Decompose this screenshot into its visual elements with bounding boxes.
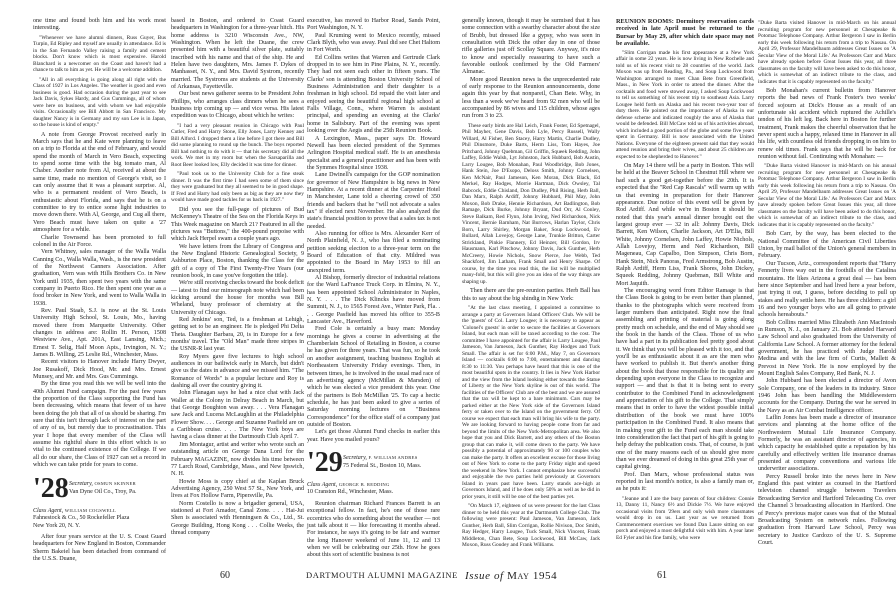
issue-year: 1954 [532,570,558,582]
name-list: These early birds are Hal Leich, Frank Foster, Ed Spetnagel, Phil Mayher, Gene Davis, Bob Lyle, Percy Russell, Wally Willard, Al Fisher, Ben Stacey, Harry Martin, Charlie Dudley, Phil Dinsmore, Duke Barts, Herm Liss, Tom Hayes, Joe Pritchard, Johnny Quebman, Gil Griffin, Squeek Redding, John Laffey, Eddie Walsh, Lyt Johnston, Jack Hubbard, Bob Austin, Larry Lougee, Bob Monahan, Paul Woodbridge, Bob Jones, Hank Stein, Joe D'Esopo, Deloss Smith, Johnny Cornelsen, Ken McNair, Paul Jameson, Ken Moran, Dick Black, Ed Merkel, Ray Hodges, Morrie Hartman, Dick Owsley, Tal Babcock, Eddie Chisland, Don Dudley, Phil Rising, Herb Ball, Dan Marx, Ralph Ardiff, Johnny Hubbard, Phil May, John Moxon, Bob Drake, Hennie Richardson, Art Badlington, Bob Ramage, Dick Burke, Johnny Bryant, Dud Orr, Al Conley, Steve Balkam, Red Flynn, John Irving, Ned Richardson, Nick Vincent, Bernie Barnham, Nat Burrows, Harlan Taylor, Chris Born, Larry Shirley, Morgan Baker, Soup Lockwood, Ev Bullard, Allah Lovejoy, George Lane, Trunkie Britton, Carter Strickland, Pinkie Flannery, Ed Heinzer, Bill Gordon, Irv Hausmann, Karl Pitschow, Johnny Davis, Jack Gunther, Herb McCreery, Howie Nichols, Snow Pierce, Joe Webb, Ted Shackford, Jim Latham, Frank Small and Henry Sharpe. Of course, by the time you read this, the list will be multiplied many-fold, but this will give you an idea of the way things are shaping up. [462,122,600,285]
quoted-paragraph: "Paul took us to the University Club for a fine steak dinner. It was the first time I had seen some of them since they were graduated but they all seemed to be in good shape. If Fred and Harry had only been as big as they are now they would have made good tackles for us back in 1927." [171,171,304,204]
paragraph: A note from George Provost received early in March says that he and Kate were planning to leave on a trip to Florida at the end of February, and would spend the month of March in Vero Beach, expecting to spend some time with the big tomato man, Al Chaber. Another note from Al, received at about the same time, made no mention of George's visit, so I can only assume that it was a pleasant surprise. Al, who is a permanent resident of Vero Beach, is enthusiastic about Florida, and says that he is on a committee to try to entice some light industries to move down there. With Al, George, and Cug all there, Vero Beach must have taken on quite a '27 atmosphere for a while. [33,131,166,234]
paragraph: Lane Dwinell's campaign for the GOP nomination for governor of New Hampshire is big news in New Hampshire. At a recent dinner at the Carpenter Hotel in Manchester, Lane told a cheering crowd of 350 friends and backers that he "will not advocate a sales tax" if elected next November. He also analyzed the state's financial position to prove that a sales tax is not needed. [307,172,440,230]
agent-address-1: Fahnestock & Co., 50 Rockefeller Plaza [33,515,130,521]
paragraph: A Lexington, Mass., paper says Dr. Howard Newell has been elected president of the Symmes Arlington Hospital medical staff. He is an anesthesia specialist and a general practitioner and has been with the Symmes Hospital since 1938. [307,135,440,171]
column-3 [307,18,440,578]
paragraph: Percy Russell broke into the news here in New England this past winter as counsel in the Hartford television channel struggle between Travelers Broadcasting Service and Hartford Telecasting Co. over the Channel 3 broadcasting allocation in Hartford. One of Percy's previous major cases was that of the Mutual Broadcasting System on network rules. Following graduation from Harvard Law School, Percy was secretary to Justice Cardozo of the U. S. Supreme Court. [758,473,896,546]
paragraph: On May 14 there will be a party in Boston. This will be held at the Beaver School in Chestnut Hill where we had such a good get-together before the 20th. It is expected that the "Red Cap Rascals" will warm up with us that evening in preparation for their Hanover appearance. Due notice of this event will be given by Rod Ardiff. And while we're in Boston it should be noted that this year's annual dinner brought out the largest group ever — 32 in all: Johnny Davis, Dick Barrett, Ken Wilson, Charlie Jackson, Art D'Elia, Bill White, Johnny Cornelsen, John Laffey, Howie Nichols, Allah Lovejoy, Herm and Ned Richardson, Bill Mageneau, Cap Capalbo, Don Simpson, Chris Born, Hank Stein, Nick Panoras, Fred Armstrong, Bob Austin, Ralph Ardiff, Herm Liss, Frank Shores, John Dickey, Squeek Redding, Johnny Quebman, Bill White and Mort Jaquith. [616,163,754,287]
paragraph: Charlie Townsend has been promoted to full colonel in the Air Force. [33,234,166,248]
paragraph: We're still receiving checks toward the book deficit — latest to find our mimeograph note which had been kicking around the house for months was Bill Wheland, busy professor of chemistry at the University of Chicago. [171,280,304,316]
secretary-address: Van Dyne Oil Co., Troy, Pa. [69,488,137,495]
class-1928-agent [33,507,166,531]
agent-address: 10 Cranston Rd., Winchester, Mass. [307,489,394,496]
paragraph: Bob Carr, by the way, has been elected to the National Committee of the American Civil Liberties Union, by mail ballot of the Union's general members in February. [758,231,896,260]
paragraph: Al Bishop, formerly director of industrial relations for the Ward LaFrance Truck Corp. in Elmira, N. Y., has been appointed School Administrator in Naples, N. Y. . . . The Dick Klincks have moved from Summit, N. J., to 1565 Forest Ave., Winter Park, Fla. . . . George Pasfield has moved his office to 355-B Lancaster Ave., Haverford. [307,275,440,326]
paragraph: Our best news gatherer seems to be President John Phillips, who arranges class dinners when he sees a business trip coming up — and vice versa. His latest expedition was to Chicago, about which he writes: [171,91,304,120]
quoted-paragraph: "I had a very pleasant reunion in Chicago with Paul Cutler, Fred and Harry Stone, Elly Jones, Larry Kenney and Bill Alford. I dropped them a line before I got there and Bill did some planning to round up the bunch. The boys reported Bill had nothing to do with it — that his secretary did all the work. We met in my room but when the Sarsaparilla and Root Beer looked low, Elly decided it was time for dinner. [171,122,304,168]
issue-prefix: Issue of [465,570,504,582]
agent-label: Class Agent, [33,507,64,514]
paragraph: Vern Whitney, sales manager of the Walla Walla Canning Co., Walla Walla, Wash., is the new president of the Northwest Canners Association. After graduation, Vern was with Hills Brothers Co. in New York until 1935, then spent two years with the same company in Puerto Rico. He then spent one year as a food broker in New York, and went to Walla Walla in 1938. [33,249,166,307]
paragraph: Reunion chairman Richard Frances Barrett is an exceptional fellow. In fact, he's one of those rare eccentrics who do something about the weather — not just talk about it — like forecasting it months ahead. For instance, he says it's going to be fair and warmer the long Hanover weekend of June 11, 12 and 13 when we will be celebrating our 25th. How he goes about this sort of scientific business is not [307,500,440,559]
quoted-paragraph: "All in all everything is going along all right with the Class of 1927 in Los Angeles. The weather is good and even business is good. Had occasion during the past year to see Jack Davis, Sykes Hardy, and Gus Cummings, all of whom were here on business, and with whom we had enjoyable visits. Occasionally see Bill Abbott in San Francisco. My daughter Nancy is in Germany and my son Lee is in Japan, so the house is kind of empty." [33,76,166,129]
paragraph: Recent visitors to Hanover include Harry Dwyer, Joe Rusakoff, Dick Hood, Mr. and Mrs. Ernest Munsey, and Mr. and Mrs. Gus Cummings. [33,359,166,381]
quoted-paragraph: "On March 17, eighteen of us were present for the last Class dinner to be held this year at the Dartmouth College Club. The following were present: Paul Jameson, Van Jameson, Jack Gunther, Herb Ball, Slim Corrigan, Rollie Nivison, Doc Smith, Ray Hedger, Harry Lougee, Tuck Small, Nick Vincent, Frank Middleton, Chan Bete, Soup Lockwood, Bill McCaw, Jack Moxon, Russ Goudey and Frank Williams. [462,503,600,548]
paragraph: Laflin Jones has been made a director of insurance services and planning at the home office of the Northwestern Mutual Life Insurance Company. Formerly, he was an assistant director of agencies, in which capacity he established quite a reputation by his carefully and effectively written life insurance dramas presented at company conventions and various life underwriter associations. [758,415,896,473]
paragraph: Prof. Dan Marx, whose professional status was reported in last month's notice, is also a family man or, as he puts it: [616,471,754,493]
paragraph: By the time you read this we will be well into the 40th Alumni Fund campaign. For the past few years the proportion of the Class supporting the Fund has been decreasing, which means that fewer of us have been doing the job that all of us should be sharing. I'm sure that this isn't through lack of interest on the part of any of us, but merely due to procrastination. This year I hope that every member of the Class will assume his rightful share in this effort which is so vital to the continued existence of the College. If we all do our share, the Class of 1927 can set a record in which we can take pride for years to come. [33,381,166,469]
class-1928-header [33,472,166,504]
paragraph: We have letters from the Library of Congress and the New England Historic Genealogical Society, 9 Ashburton Place, Boston, thanking the Class for the gift of a copy of The First Twenty-Five Years (our reunion book, in case you've forgotten the title). [171,243,304,279]
paragraph: The encouraging word from Editor Ramage is that the Class Book is going to be even better than planned, thanks to the photographs which were received from larger numbers than anticipated. Right now the final assembling and printing of material is going along pretty much on schedule, and the end of May should see the book in the hands of the Class. Those of us who have had a part in its publication feel pretty good about it. We think that you will be pleased with it too, and that you'll be as enthusiastic about it as are the men who have worked to publish it. But there's another thing about the book that those responsible for its quality are depending upon everyone in the Class to recognize and support — and that is that it is being sent to every contributor to the Combined Fund in acknowledgment and appreciation of his gift to the College. That simply means that in order to have the widest possible initial distribution of the book we must have 100% participation in the Combined Fund. It also means that in making your gift to the Fund each man should take into consideration the fact that part of his gift is going to help defray the publication costs. That, of course, is just one of the many reasons each of us should give more than we ever dreamed of doing in this great 25th year of capital giving. [616,287,754,471]
issue-month: May [507,570,530,582]
page-number-left: 60 [220,570,230,581]
quoted-paragraph: "At the last class meeting, I appointed a committee to arrange a party at Governors Island Officers' Club. We will be the 'guests' of Col. Larry Lougee; it is necessary to appear as 'Colonel's guests' in order to secure the facilities at Governors Island, but each man will be taxed according to the cost. The committee I have appointed for the affair is Larry Lougee, Paul Jameson, Van Jameson, Jack Gunther, Ray Hodges and Tuck Small. The affair is set for 6:00 P.M., May 7, on Governors Island — cocktails 6:00 to 7:00, entertainment and dancing 8:30 to 11:30. You perhaps have heard that this is one of the most beautiful spots in the country. It lies in New York Harbor and the view from the Island looking either towards the Statue of Liberty or the New York skyline is out of this world. The facilities of the Officers' Club are of the best and we are assured that the tax will be kept to a bare minimum. Cars may be parked either at the New York side of the Governors Island ferry or taken over to the Island on the government ferry. Of course we expect that each man will bring his wife to the party. We are looking forward to having people come from far and beyond the limits of the New York-Metropolitan area. We also hope that you and Dick Barrett, and any others of the Boston group that can make it, will come down to the party. We have possibly a potential of approximately 90 or 100 couples who can make the party. It offers an excellent excuse for those living out of New York to come to the party Friday night and spend the weekend in New York. I cannot emphasize how successful and enjoyable the two parties held previously at Governors Island in years past have been. Larry stands ace-high at Governors Island, and if he does only 50% as well as he did in prior years, it still will be one of the best parties yet. [462,305,600,500]
paragraph: Rev. Paul Staab, S.J. is now at the St. Louis University High School, St. Louis, Mo., having moved there from Marquette University. Other changes in address are: Rollin H. Person, 1508 Westview Ave., Apt. 201A, East Lansing, Mich.; Ernest T. Selig, Half Moon Apts., Irvington, N. Y.; James B. Willing, 25 Leslie Rd., Winchester, Mass. [33,307,166,358]
magazine-title-footer: DARTMOUTH ALUMNI MAGAZINE [306,570,458,580]
column-2 [171,18,304,578]
quoted-paragraph: "Duke Barta visited Hanover in mid-March on his annual recruiting program for new personnel at Chesapeake & Potomac Telephone Company. Arthur Bergeron I saw in Berlin early this week following his return from a trip to Nassau. On April 29, Professor Mandelbaum addresses Great Issues on 'A Secular View of the Moral Life.' As Professors Carr and Marx have already spoken before Great Issues this year, all three classmates on the faculty will have been asked to do this honor, which is somewhat of an indirect tribute to the class, and indicates that it is capably represented on the faculty." [758,163,896,228]
paragraph: Jim Montagur, artist and writer who wrote such an outstanding article on George Dana Lord for the February MAGAZINE, now divides his time between 77 Larch Road, Cambridge, Mass., and New Ipswich, N. H. [171,441,304,478]
paragraph: based in Boston, and ordered to Coast Guard headquarters in Washington for a three-year hitch. His home address is 3210 Wisconsin Ave., NW, Washington. When he left the Duane, the crew presented him with a beautiful silver plate, suitably inscribed with his name and that of the ship. He and Helen have two daughters, Mrs. James F. Dykes of Manhasset, N. Y., and Mrs. David Systrom, recently married. The Systroms are students at the University of Arkansas, Fayetteville. [171,18,304,91]
paragraph: Fred Cole is certainly a busy man: Monday mornings he gives a course in advertising at the Chamberlain School of Retailing in Boston, a course he has given for three years. That was fun, so he took on another assignment, teaching business English at Northeastern University Friday evenings. Then, in between times, he is involved in the usual mad race of an advertising agency (McMillan & Marsden) of which he was elected a vice president this year. One of the partners is Bob McMillan '25. To cap a hectic schedule, he has just been asked to give a series of Saturday morning lectures on "Business Correspondence" for the office staff of a company just outside of Boston. [307,326,440,428]
class-1929-agent [307,481,440,497]
agent-name: WILLIAM COGSWELL [64,507,117,513]
paragraph: generally known, though it may be surmised that it has some connection with a swarthy character about the size of Brubb, but dressed like a gypsy, who was seen in consultation with Dick the other day in one of those rifle galleries just off Scollay Square. Anyway, it's nice to know and especially reassuring to have such a favorable outlook confirmed by the Old Farmers' Almanac. [462,18,600,76]
agent-address-2: New York 20, N. Y. [33,522,81,529]
agent-label: Class Agent, [307,481,338,488]
secretary-name: OSMUN SKINNER [94,480,136,486]
paragraph: executive, has moved to Harbor Road, Sands Point, Port Washington, N. Y. [307,18,440,32]
secretary-label: Secretary, [343,454,367,461]
paragraph: Paul Kruming went to Mexico recently, missed Clark Blyth, who was away. Paul did see Chet Haltom in Fort Worth. [307,32,440,54]
paragraph: Bob Collins married Miss Elizabeth Ann MacIntosh in Rumson, N. J., on January 21. Bob attended Harvard Law School and also graduated from the University of California Law School. A former attorney for the federal government, he has practiced with Judge Harold Medina and with the law firm of Curtis, Mallett & Prevost in New York. He is now employed by the Mount English Sales Company, Red Bank, N. J. [758,319,896,377]
column-1 [33,18,166,563]
column-6 [758,18,896,578]
paragraph: Howie Moss is copy chief at the Kaplan Bruck Advertising Agency, 250 West 57 St., New York, and lives at Fox Hollow Farm, Pipersville, Pa. [171,478,304,500]
paragraph: More good Reunion news is the unprecedented rate of early response to the Reunion announcements, done again this year by that nonpareil, Chan Bete. Why, in less than a week we've heard from 92 men who will be accompanied by 86 wives and 115 children, whose ages run from 3 to 23. [462,76,600,120]
issue-date-footer [465,570,557,582]
class-year-1928: '28 [33,472,69,504]
class-1928-secretary [69,480,136,496]
paragraph: Then there are the pre-reunion parties. Herb Ball has this to say about the big shindig in New York: [462,288,600,302]
class-1929-header [307,446,440,478]
quoted-paragraph: "Whenever we have alumni dinners, Russ Guyer, Bus Turpin, Ed Ripley and myself are usually in attendance. Ed is in the San Fernando Valley raising a family and cement blocks. Don't know which is most expensive. Harold Blanchard is a newcomer on the Coast and haven't had a chance to talk to him as yet. He will be a welcome addition. [33,34,166,74]
class-year-1929: '29 [307,446,343,478]
quoted-paragraph: "Duke Barta visited Hanover in mid-March on his annual recruiting program for new personnel at Chesapeake & Potomac Telephone Company. Arthur Bergeron I saw in Berlin early this week following his return from a trip to Nassau. On April 29, Professor Mandelbaum addresses Great Issues on 'A Secular View of the Moral Life.' As Professors Carr and Marx have already spoken before Great Issues this year, all three classmates on the faculty will have been asked to do this honor, which is somewhat of an indirect tribute to the class, and indicates that it is capably represented on the faculty." [758,20,896,85]
page-number-right: 61 [657,570,667,581]
paragraph: After four years service at the U. S. Coast Guard headquarters for New England in Boston, Commander Sherm Bakeiel has been detached from command of the U.S.S. Duane, [33,534,166,563]
class-1929-secretary [343,454,421,470]
paragraph: Our Tucson, Ariz., correspondent reports that "Harry Fennerty lives way out in the foothills of the Catalina mountains. He likes Arizona a great deal — has been here since September and had lived here a year before, just trying it out, I guess, before deciding to pull up stakes and really settle here. He has three children: a girl 16 and two younger boys who are all going to private schools hereabouts." [758,260,896,319]
paragraph: Let's get those Alumni Fund checks in earlier this year. Have you mailed yours? [307,429,440,443]
paragraph: Bob Monahan's current bulletin from Hanover reports the bad news of Frank Foster's two weeks' forced sojourn at Dick's House as a result of an unfortunate ski accident which ruptured the Achille's tendon of his left leg. Back here in Boston for further treatment, Frank makes the cheerful observation that he never spent such a happy, relaxed time in Hanover in all his life, with countless old friends dropping in on him to renew old times. Frank says that he will be back for reunion without fail. Continuing with Monahan: — [758,88,896,161]
column-5 [616,18,754,578]
paragraph: Red Jenkins' son, Ted, is a freshman at Lehigh, getting set to be an engineer. He is pledged Phi Delta Theta. Daughter Barbara, 20, is in Europe for a few months' travel. The "Old Man" made three stripes in the USNR-R last year. [171,316,304,353]
paragraph: Norm Costello is now a brigadier general, USA, stationed at Fort Amador, Canal Zone. . . . Hai-Jui Shen is associated with Henningsen & Co., Ltd., St. George Building, Hong Kong . . . Collie Weeks, the thread company [171,500,304,536]
paragraph: Ed Collins writes that Warren and Gertrude Clark dropped in to see him in Pine Plains, N. Y., recently. They had not seen each other in fifteen years. The Clarks' son is attending Boston University School of Business Administration and their daughter is a freshman in high school. Ed repaid the visit later and enjoyed seeing the beautiful regional high school at Falls Village, Conn., where Warren is assistant principal, and spending an evening at the Clarks' home in Salisbury. Part of the evening was spent looking over the Aegis and the 25th Reunion Book. [307,54,440,135]
paragraph: Also running for office is Mrs. Alexander Kerr of North Plainfield, N. J., who has filed a nominating petition seeking election to a three-year term on the Board of Education of that city. Mildred was appointed to the Board in May 1953 to fill an unexpired term. [307,230,440,274]
paragraph: Roy Myers gave five lectures to high school audiences in our bailiwick early in March, but didn't give us the dates in advance and we missed him. "The Romance of Words" is a popular lecture and Roy is dashing all over the country giving it. [171,353,304,390]
secretary-address: 75 Federal St., Boston 10, Mass. [343,462,422,469]
paragraph: Did you see the full-page of pictures of Bud McKenney's Theatre of the Sea on the Florida Keys in This Week magazine on March 21? Featured in all the pictures was "Buttons," the 400-pound porpoise with which Jack Herpel swam a couple years ago. [171,206,304,243]
column-4 [462,18,600,578]
paragraph: one time and found both him and his work most interesting. [33,18,166,32]
secretary-label: Secretary, [69,480,93,487]
quoted-paragraph: "Slim Corrigan made his first appearance at a New York affair in some 22 years. He is now living in New Rochelle and told us of his recent visit to 28 countries of the world. Jack Moxon was up from Reading, Pa., and Soup Lockwood from Washington arranged to meet Chan Bete from Greenfield, Mass., in New York in order to attend the dinner. After the cocktails and food were stowed away, I asked Soup Lockwood to tell us something of his recent trip to southeast Asia. Larry Lougee held forth on Alaska and his recent two-year tour of duty there. He pointed out the importance of Alaska in our defense scheme and indicated roughly the area of Alaska that would be defended. Bill McCaw told us of his activities abroad, which included a good portion of the globe and some five years spent in Germany. Bill is now associated with the United Nations. Everyone of the eighteen present said that they would attend reunion and bring their wives, and about 25 children are expected to be shepherded to Hanover." [616,49,754,160]
quoted-paragraph: "Jeanne and I are the busy parents of four children: Connie 13, Danny 11, Nancy 6½ and Dickie 7½. We have enjoyed occasional visits from '29ers and only wish more classmates would drop in on us. Last year as we returned from Commencement exercises we found Dan Laure sitting on our porch and enjoyed a most delightful visit with him. A year later Ed Fyler and his fine family, who were [616,495,754,541]
reunion-rooms-notice: REUNION ROOMS: Dormitory reservation cards received in late April must be returned to the Bursar by May 29, after which date space may not be available. [616,18,754,48]
paragraph: John Flanagan says he had a nice chat with Jack Waller at the Colony in Delray Beach in March, but that George Boughton was away. . . . Vera Flanagan saw Jack and Lucena McLaughlin at the Philadelphia Flower Show. . . . George and Suzanne Pasfield are on a Caribbean cruise. . . . The New York boys are having a class dinner at the Dartmouth Club April 7. [171,390,304,441]
agent-name: GEORGE B. REDDING [338,481,390,487]
paragraph: John Hubbard has been elected a director of Avon Sole Company, one of the leaders in its industry. Since 1946 John has been handling the Middlewestern accounts for the Company. During the war he served in the Navy as an Air Combat Intelligence officer. [758,378,896,414]
secretary-name: F. WILLIAM ANDRES [368,454,418,460]
